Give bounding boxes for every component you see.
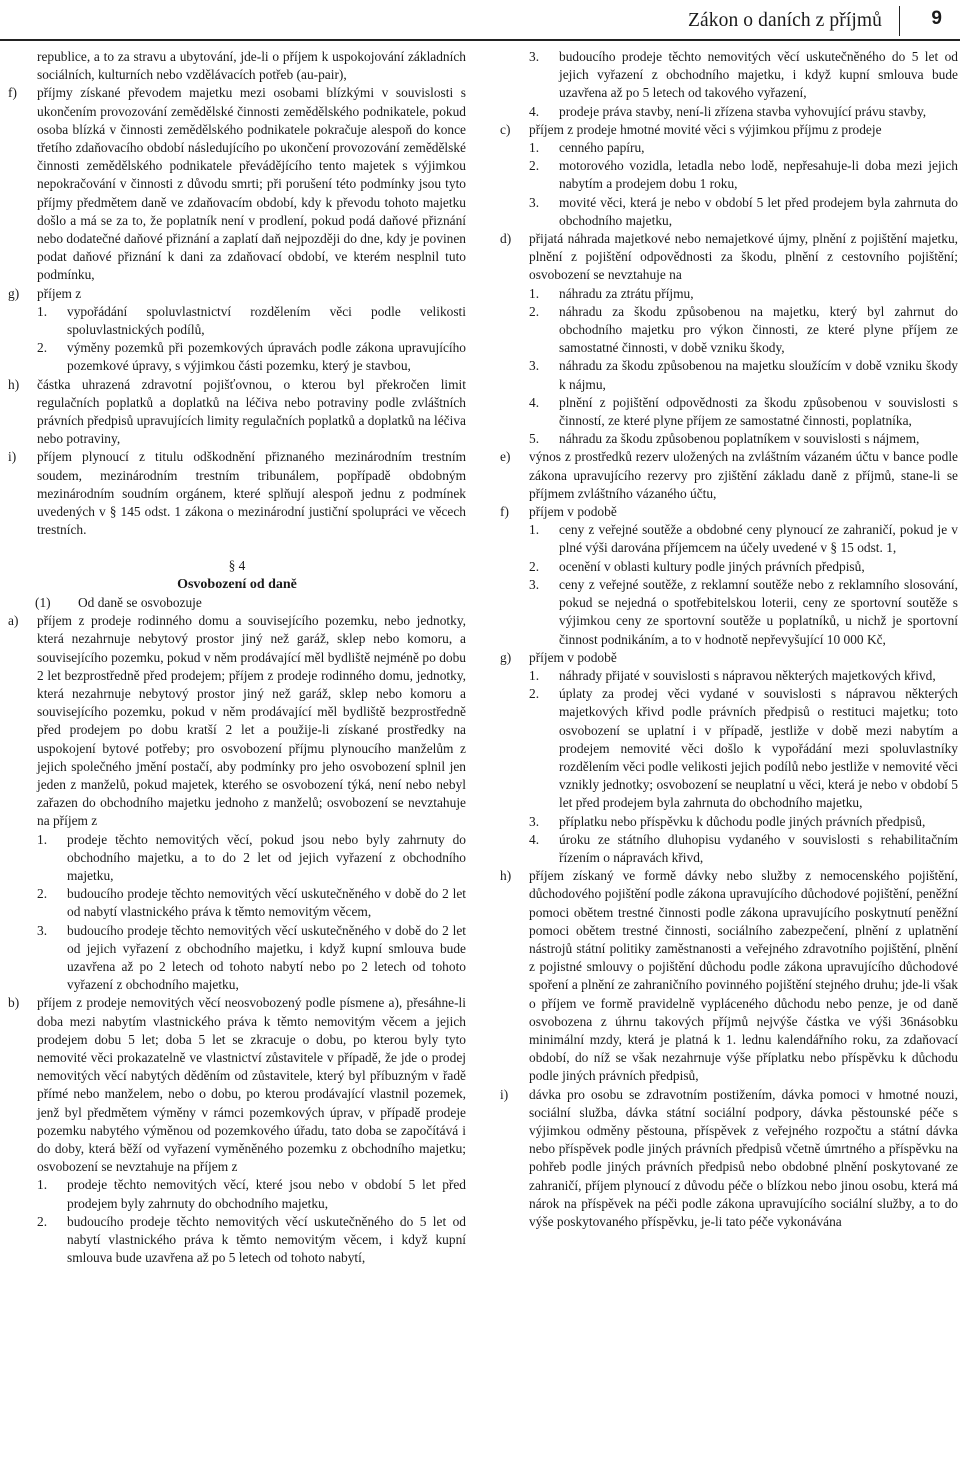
subitem-label: 3.: [529, 194, 540, 210]
item-text: příjem získaný ve formě dávky nebo služby z nemocenského pojištění, důchodového pojištění podle zákona upravujícího důchodové pojištění, peněžní pomoci obětem trestné činnosti podle zákona upravujícího poskytnutí peněžní pomoci obětem trestné činnosti, sociálního zabezpečení, plnění z uplatnění nástrojů státní politiky zaměstnanosti a veřejného zdravotního pojištění, plnění z pojistné smlouvy o pojištění důchodu podle zákona upravujícího důchodové spoření a plnění ze zahraničního povinného pojištění stejného druhu; jde-li však o příjem ve formě pravidelně vypláceného důchodu nebo penze, je od daně osvobozena z úhrnu takových příjmů nejvýše částka ve výši 36násobku minimální mzdy, která je platná k 1. lednu kalendářního roku, za zdaňovací období, do níž se však nezahrnuje výše příplatku nebo příspěvku k důchodu podle jiných právních předpisů,: [529, 868, 958, 1084]
subitem-text: prodeje těchto nemovitých věcí, pokud jsou nebo byly zahrnuty do obchodního majetku, a to do 2 let od jejich vyřazení z obchodního majetku,: [67, 831, 466, 883]
subitem-text: náhradu za škodu způsobenou poplatníkem v souvislosti s nájmem,: [559, 431, 920, 447]
subitem: [500, 813, 958, 831]
item-a: [8, 612, 466, 830]
subitem: [8, 303, 466, 339]
subitem-label: 1.: [529, 285, 540, 301]
item-label: d): [500, 231, 512, 247]
subitem-text: budoucího prodeje těchto nemovitých věcí uskutečněného do 5 let od nabytí vlastnického práva k těmto nemovitým věcem, i když kupní smlouva bude uzavřena až po 5 letech od tohoto nabytí,: [67, 1213, 466, 1266]
subitem-label: 2.: [529, 158, 540, 174]
subitem-label: 1.: [37, 1177, 48, 1193]
subitem: [500, 685, 958, 812]
item-text: příjmy získané převodem majetku mezi osobami blízkými v souvislosti s ukončením provozování zemědělské činnosti zemědělského podnikatele, pokud osoba blízká v činnosti zemědělského podnikatele pokračuje alespoň do konce třetího zdaňovacího období následujícího po ukončení provozování zemědělské činnosti zemědělského podnikatele převádějícího tento majetek s výjimkou nepokračování v činnosti z důvodu smrti; při porušení této podmínky jsou tyto příjmy předmětem daně ve zdaňovacím období, kdy k převodu tohoto majetku došlo a má se za to, že poplatník není v prodlení, pokud podá daňové přiznání nebo dodatečné daňové přiznání a zaplatí daň nejpozději do dne, kdy je povinen podat daňové přiznání k dani za zdaňovací období, ve kterém nesplnil tuto podmínku,: [37, 85, 466, 283]
item-h: [8, 376, 466, 449]
subitem-label: 3.: [529, 576, 540, 592]
item-i: [500, 1086, 958, 1232]
subitem-label: 3.: [529, 358, 540, 374]
subitem-text: budoucího prodeje těchto nemovitých věcí uskutečněného do 5 let od jejich vyřazení z obchodního majetku, i když kupní smlouva bude uzavřena až po 5 letech od takového vyřazení,: [559, 49, 958, 101]
item-d: [500, 230, 958, 285]
subitem: [500, 831, 958, 867]
subitem: [8, 922, 466, 995]
page-header: [0, 0, 960, 40]
subitem: [500, 521, 958, 557]
item-label: c): [500, 121, 511, 137]
subitem-label: 3.: [529, 49, 540, 64]
subitem-text: náhradu za škodu způsobenou na majetku, který byl zahrnut do obchodního majetku pro výkon činnosti, ze které plyne příjem ze samostatné činnosti, v době vzniku škody,: [559, 303, 958, 356]
subitem-label: 1.: [529, 667, 540, 683]
item-e-continued: [8, 48, 466, 84]
item-label: i): [8, 449, 17, 465]
subitem-label: 1.: [37, 831, 48, 847]
subitem-label: 3.: [529, 813, 540, 829]
item-label: i): [500, 1086, 509, 1102]
paragraph-label: (1): [35, 594, 51, 610]
subitem: [500, 667, 958, 685]
subitem-text: ceny z veřejné soutěže a obdobné ceny plynoucí ze zahraničí, pokud je v plné výši darována příjemcem na účely uvedené v § 15 odst. 1,: [559, 522, 958, 556]
subitem-label: 1.: [37, 303, 48, 319]
subitem-text: výměny pozemků při pozemkových úpravách podle zákona upravujícího pozemkové úpravy, s výjimkou části pozemku, který je stavbou,: [67, 340, 466, 374]
subitem-text: úplaty za prodej věci vydané v souvislosti s nápravou některých majetkových křivd podle právních předpisů o restituci majetku; toto osvobození se uplatní i v případě, jestliže v době mezi nabytím a prodejem nemovité věci došlo k vypořádání mezi spoluvlastníky rozdělením věci podle velikosti jejich podílů nebo jestliže v nemovité věci vznikly jednotky; osvobození se neuplatní u věci, která je nebo v období 5 let před prodejem byla zahrnuta do obchodního majetku,: [559, 686, 958, 811]
subitem: [500, 48, 958, 103]
subitem-text: budoucího prodeje těchto nemovitých věcí uskutečněného v době do 2 let od jejich vyřazení z obchodního majetku, i když kupní smlouva bude uzavřena až po 2 letech od tohoto nabytí nebo po 2 letech od tohoto vyřazení z obchodního majetku,: [67, 922, 466, 993]
item-text: příjem z prodeje hmotné movité věci s výjimkou příjmu z prodeje: [529, 121, 882, 137]
right-column: [500, 48, 958, 1231]
subitem-text: cenného papíru,: [559, 140, 645, 156]
item-label: e): [500, 449, 511, 465]
item-text: přijatá náhrada majetkové nebo nemajetkové újmy, plnění z pojištění majetku, plnění z pojištění odpovědnosti za škodu, plnění z cestovního pojištění; osvobození se nevztahuje na: [529, 231, 958, 283]
paragraph-text: Od daně se osvobozuje: [78, 594, 202, 610]
subitem-label: 4.: [529, 394, 540, 410]
subitem-label: 4.: [529, 831, 540, 847]
item-text: příjem z prodeje rodinného domu a souvisejícího pozemku, nebo jednotky, která nezahrnuje nebytový prostor jiný než garáž, sklep nebo komoru, a souvisejícího pozemku, pokud v něm prodávající měl bydliště nejméně po dobu 2 let bezprostředně před prodejem; příjem z prodeje rodinného domu, jednotky, která nezahrnuje nebytový prostor jiný než garáž, sklep nebo komoru a souvisejícího pozemku, pokud v něm prodávající měl bydliště bezprostředně před prodejem po dobu kratší 2 let a použije-li získané prostředky na uspokojení bytové potřeby; pro osvobození příjmu plynoucího manželům z jejich společného jmění postačí, aby podmínky pro jeho osvobození splnil jen jeden z manželů, pokud majetek, kterého se osvobození týká, není nebo nebyl zařazen do obchodního majetku jednoho z manželů; osvobození se nevztahuje na příjem z: [37, 613, 466, 829]
item-g: [8, 285, 466, 303]
section-number: § 4: [228, 558, 246, 574]
subitem: [8, 1213, 466, 1268]
item-b: [8, 994, 466, 1176]
item-i: [8, 448, 466, 539]
subitem-text: náhrady přijaté v souvislosti s nápravou některých majetkových křivd,: [559, 667, 936, 683]
item-text: příjem z prodeje nemovitých věcí neosvobozený podle písmene a), přesáhne-li doba mezi nabytím vlastnického práva k těmto nemovitým věcem a jejich prodejem dobu 5 let; doba 5 let se zkracuje o dobu, po kterou byly tyto nemovité věci prokazatelně ve vlastnictví zůstavitele v případě, že jde o prodej nemovitých věcí nabytých děděním od zůstavitele, který byl příbuzným v řadě přímé nebo manželem, nebo o dobu, po kterou prodávající vlastnil pozemek, jenž byl předmětem výměny v rámci pozemkových úprav, v případě prodeje pozemku nabytého výměnou od pozemkového úřadu, tato doba se započítává i do doby, která běží od vyřazení vyměněného pozemku z obchodního majetku; osvobození se nevztahuje na příjem z: [37, 995, 466, 1175]
item-text: příjem z: [37, 285, 82, 301]
subitem-text: budoucího prodeje těchto nemovitých věcí uskutečněného v době do 2 let od nabytí vlastnického práva k těmto nemovitým věcem,: [67, 886, 466, 920]
item-text: příjem v podobě: [529, 504, 617, 520]
subitem-label: 2.: [37, 1213, 48, 1229]
item-text: příjem plynoucí z titulu odškodnění přiznaného mezinárodním trestním soudem, mezinárodním trestním tribunálem, popřípadě obdobným mezinárodním soudním orgánem, které splňují alespoň jednu z podmínek uvedených v § 145 odst. 1 zákona o mezinárodní justiční spolupráci ve věcech trestních.: [37, 449, 466, 538]
subitem: [500, 285, 958, 303]
subitem-text: náhradu za ztrátu příjmu,: [559, 285, 694, 301]
subitem-text: ocenění v oblasti kultury podle jiných právních předpisů,: [559, 558, 865, 574]
paragraph-1: [8, 594, 466, 612]
subitem: [8, 831, 466, 886]
subitem-text: úroku ze státního dluhopisu vydaného v souvislosti s rehabilitačním řízením o nápravách křivd,: [559, 831, 958, 865]
subitem-label: 2.: [529, 686, 540, 702]
item-label: f): [8, 85, 17, 101]
subitem-text: ceny z veřejné soutěže, z reklamní soutěže nebo z reklamního slosování, pokud se nejedná o spotřebitelskou loterii, ceny ze sportovní soutěže s výjimkou ceny ze sportovní soutěže u poplatníků, u nichž je sportovní činnost podnikáním, a to v hodnotě nepřevyšující 10 000 Kč,: [559, 576, 958, 647]
item-text: dávka pro osobu se zdravotním postižením, dávka pomoci v hmotné nouzi, sociální služba, dávka státní sociální podpory, dávka pěstounské péče s výjimkou odměny pěstouna, příspěvek z veřejného rozpočtu a státní dávka nebo příspěvek podle jiných právních předpisů včetně úmrtného a příspěvku na pohřeb podle jiných právních předpisů nebo obdobné plnění poskytované ze zahraničí, příjem plynoucí z důvodu péče o blízkou nebo jinou osobu, která má nárok na příspěvek na péči podle zákona upravujícího sociální služby, a to do výše poskytovaného příspěvku, je-li tato péče vykonávána: [529, 1086, 958, 1229]
item-f: [8, 84, 466, 284]
subitem-label: 4.: [529, 103, 540, 119]
item-label: g): [500, 649, 512, 665]
item-text: částka uhrazená zdravotní pojišťovnou, o kterou byl překročen limit regulačních poplatků a doplatků na léčiva nebo potraviny podle zvláštních právních předpisů upravujících limity regulačních poplatků a doplatků na léčiva nebo potraviny,: [37, 376, 466, 447]
item-text: výnos z prostředků rezerv uložených na zvláštním vázaném účtu v bance podle zákona upravujícího rezervy pro zjištění základu daně z příjmů, stane-li se příjmem zvláštního vázaného účtu,: [529, 449, 958, 501]
subitem-label: 3.: [37, 922, 48, 938]
subitem-text: prodeje těchto nemovitých věcí, které jsou nebo v období 5 let před prodejem byly zahrnuty do obchodního majetku,: [67, 1177, 466, 1211]
subitem-text: plnění z pojištění odpovědnosti za škodu způsobenou v souvislosti s činností, ze které plyne příjem ze samostatné činnosti, poplatníka,: [559, 394, 958, 429]
subitem-label: 5.: [529, 431, 540, 447]
subitem-label: 2.: [37, 340, 48, 356]
subitem-label: 1.: [529, 522, 540, 538]
subitem-text: movité věci, která je nebo v období 5 let před prodejem byla zahrnuta do obchodního majetku,: [559, 194, 958, 228]
subitem: [500, 357, 958, 393]
item-label: h): [500, 868, 512, 884]
item-text: republice, a to za stravu a ubytování, jde-li o příjem k uspokojování základních sociálních, kulturních nebo vzdělávacích potřeb (au-pair),: [37, 49, 466, 83]
subitem-text: motorového vozidla, letadla nebo lodě, nepřesahuje-li doba mezi jejich nabytím a prodejem dobu 1 roku,: [559, 158, 958, 192]
subitem: [500, 394, 958, 430]
item-label: b): [8, 995, 20, 1011]
item-h: [500, 867, 958, 1085]
item-f: [500, 503, 958, 521]
subitem-text: prodeje práva stavby, není-li zřízena stavba vyhovující právu stavby,: [559, 103, 927, 119]
item-g: [500, 649, 958, 667]
item-c: [500, 121, 958, 139]
header-rule: [0, 39, 960, 41]
subitem-text: vypořádání spoluvlastnictví rozdělením věci podle velikosti spoluvlastnických podílů,: [67, 303, 466, 338]
page-number: 9: [931, 8, 942, 29]
subitem: [500, 157, 958, 193]
item-label: f): [500, 504, 509, 520]
section-title: Osvobození od daně: [177, 576, 297, 592]
subitem: [500, 103, 958, 121]
subitem-text: náhradu za škodu způsobenou na majetku sloužícím v době vzniku škody k nájmu,: [559, 358, 958, 392]
item-label: g): [8, 285, 20, 301]
running-title: Zákon o daních z příjmů: [688, 10, 882, 31]
header-separator: [899, 6, 900, 36]
subitem: [500, 303, 958, 358]
item-label: a): [8, 613, 19, 629]
subitem: [8, 885, 466, 921]
subitem-label: 2.: [529, 303, 540, 319]
subitem: [8, 1176, 466, 1212]
subitem-label: 2.: [529, 558, 540, 574]
left-column: [8, 48, 466, 1267]
subitem-label: 2.: [37, 886, 48, 902]
subitem: [500, 430, 958, 448]
item-label: h): [8, 376, 20, 392]
subitem-text: příplatku nebo příspěvku k důchodu podle jiných právních předpisů,: [559, 813, 926, 829]
item-text: příjem v podobě: [529, 649, 617, 665]
item-e: [500, 448, 958, 503]
subitem-label: 1.: [529, 140, 540, 156]
subitem: [8, 339, 466, 375]
subitem: [500, 576, 958, 649]
subitem: [500, 194, 958, 230]
subitem: [500, 139, 958, 157]
subitem: [500, 558, 958, 576]
